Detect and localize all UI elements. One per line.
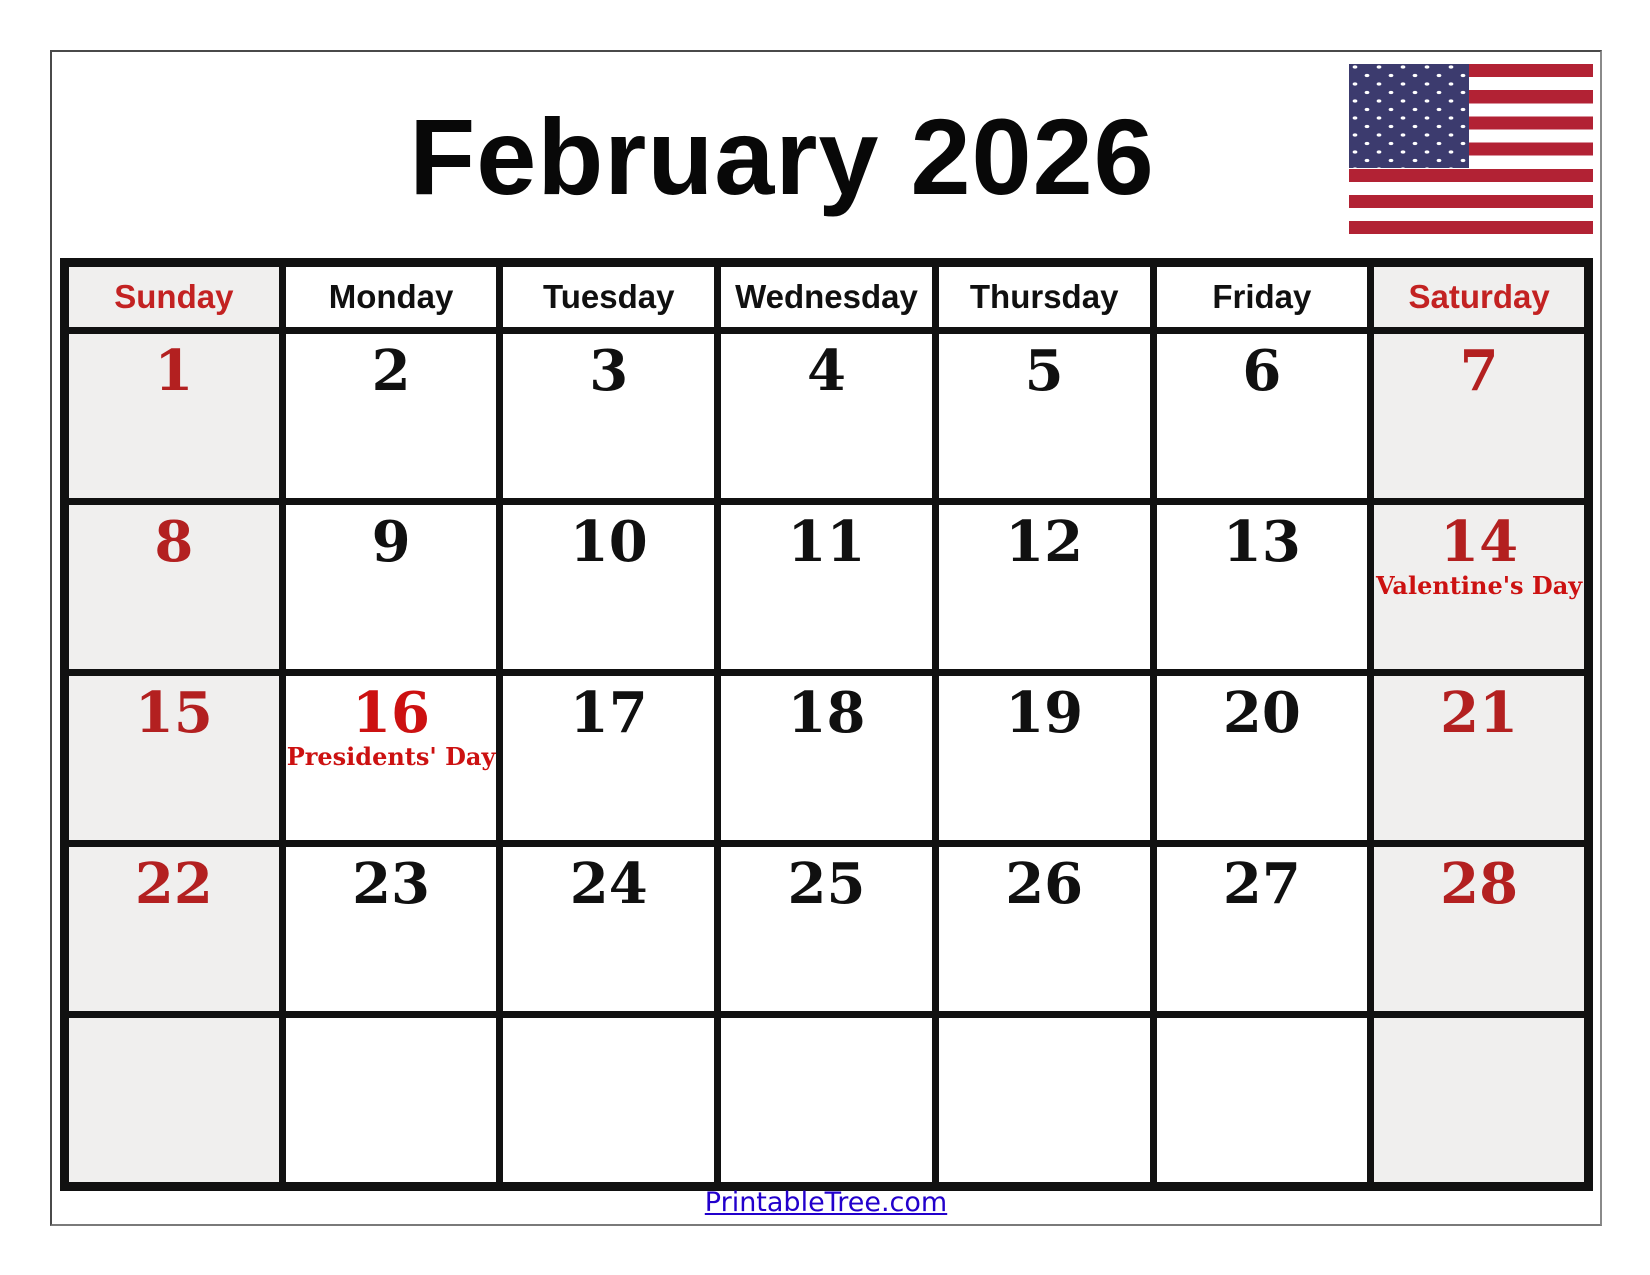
date-number-15: 15 — [134, 680, 213, 746]
date-cell-19 — [935, 673, 1153, 844]
date-cell-10 — [500, 502, 718, 673]
day-header-thursday: Thursday — [935, 263, 1153, 331]
date-cell-26 — [935, 844, 1153, 1015]
date-number-21: 21 — [1440, 680, 1519, 746]
date-number-18: 18 — [787, 680, 866, 746]
empty-cell — [1153, 1015, 1371, 1187]
day-header-friday: Friday — [1153, 263, 1371, 331]
date-number-23: 23 — [352, 851, 431, 917]
date-cell-21 — [1371, 673, 1589, 844]
empty-cell — [718, 1015, 936, 1187]
calendar-page — [50, 50, 1602, 1226]
date-cell-5 — [935, 331, 1153, 502]
footer-link[interactable]: PrintableTree.com — [704, 1187, 948, 1218]
date-cell-6 — [1153, 331, 1371, 502]
date-cell-9 — [282, 502, 500, 673]
date-cell-23 — [282, 844, 500, 1015]
date-number-6: 6 — [1242, 338, 1282, 404]
empty-cell — [500, 1015, 718, 1187]
week-row-3 — [65, 673, 1589, 844]
day-header-sunday: Sunday — [65, 263, 283, 331]
date-cell-22 — [65, 844, 283, 1015]
date-cell-25 — [718, 844, 936, 1015]
day-header-monday: Monday — [282, 263, 500, 331]
empty-cell — [65, 1015, 283, 1187]
date-number-4: 4 — [806, 338, 846, 404]
date-cell-17 — [500, 673, 718, 844]
date-cell-16 — [282, 673, 500, 844]
date-number-24: 24 — [569, 851, 648, 917]
date-cell-8 — [65, 502, 283, 673]
date-cell-7 — [1371, 331, 1589, 502]
date-number-25: 25 — [787, 851, 866, 917]
date-number-7: 7 — [1459, 338, 1499, 404]
day-header-wednesday: Wednesday — [718, 263, 936, 331]
week-row-1 — [65, 331, 1589, 502]
date-number-3: 3 — [589, 338, 629, 404]
date-number-11: 11 — [787, 509, 866, 575]
date-cell-15 — [65, 673, 283, 844]
week-row-2 — [65, 502, 1589, 673]
calendar-grid — [60, 258, 1593, 1191]
date-cell-28 — [1371, 844, 1589, 1015]
empty-cell — [1371, 1015, 1589, 1187]
holiday-label: Presidents' Day — [286, 742, 496, 772]
date-cell-11 — [718, 502, 936, 673]
date-number-2: 2 — [371, 338, 411, 404]
date-cell-1 — [65, 331, 283, 502]
date-number-26: 26 — [1005, 851, 1084, 917]
date-number-10: 10 — [569, 509, 648, 575]
date-number-13: 13 — [1222, 509, 1301, 575]
week-row-5 — [65, 1015, 1589, 1187]
holiday-label: Valentine's Day — [1375, 571, 1583, 601]
date-cell-4 — [718, 331, 936, 502]
date-cell-3 — [500, 331, 718, 502]
date-number-14: 14 — [1440, 509, 1519, 575]
date-number-19: 19 — [1005, 680, 1084, 746]
date-cell-12 — [935, 502, 1153, 673]
date-number-1: 1 — [154, 338, 194, 404]
date-number-5: 5 — [1024, 338, 1064, 404]
date-cell-27 — [1153, 844, 1371, 1015]
us-flag-icon — [1349, 64, 1593, 234]
date-number-12: 12 — [1005, 509, 1084, 575]
us-flag-canton-stars — [1349, 64, 1469, 168]
date-number-22: 22 — [134, 851, 213, 917]
date-cell-20 — [1153, 673, 1371, 844]
date-number-28: 28 — [1440, 851, 1519, 917]
day-header-saturday: Saturday — [1371, 263, 1589, 331]
date-number-20: 20 — [1222, 680, 1301, 746]
date-number-17: 17 — [569, 680, 648, 746]
date-number-8: 8 — [154, 509, 194, 575]
date-number-27: 27 — [1222, 851, 1301, 917]
footer — [52, 1187, 1600, 1218]
empty-cell — [282, 1015, 500, 1187]
page-title: February 2026 — [409, 96, 1155, 217]
date-cell-24 — [500, 844, 718, 1015]
day-header-row — [65, 263, 1589, 331]
date-cell-14 — [1371, 502, 1589, 673]
date-cell-18 — [718, 673, 936, 844]
date-number-16: 16 — [352, 680, 431, 746]
empty-cell — [935, 1015, 1153, 1187]
week-row-4 — [65, 844, 1589, 1015]
day-header-tuesday: Tuesday — [500, 263, 718, 331]
date-cell-2 — [282, 331, 500, 502]
date-number-9: 9 — [371, 509, 411, 575]
date-cell-13 — [1153, 502, 1371, 673]
